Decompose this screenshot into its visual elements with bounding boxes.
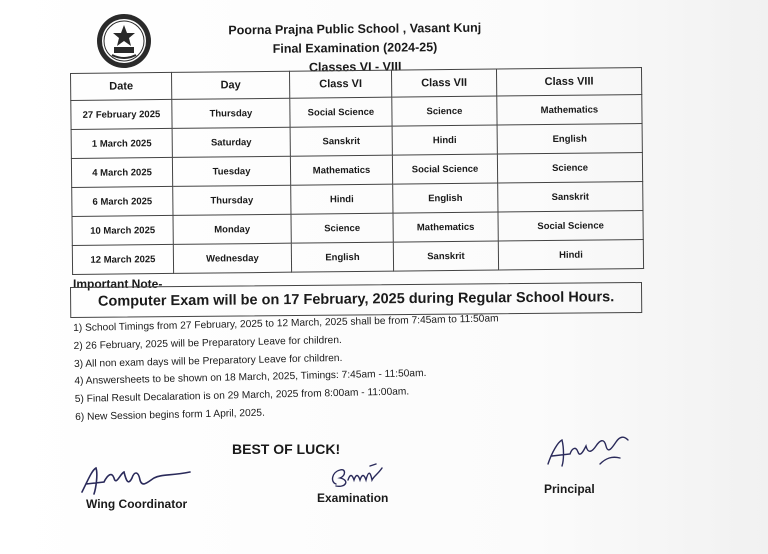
list-item: 4) Answersheets to be shown on 18 March, 2025, Timings: 7:45am - 11:50am.: [74, 368, 427, 388]
school-logo: [96, 13, 152, 69]
date-cell: 4 March 2025: [71, 157, 172, 187]
date-cell: 10 March 2025: [72, 215, 173, 245]
principal-signature: [542, 428, 634, 476]
column-header-date: Date: [71, 72, 172, 100]
class-vi-cell: Science: [291, 213, 393, 243]
class-vii-cell: Social Science: [392, 154, 497, 184]
closing-message: BEST OF LUCK!: [232, 441, 341, 457]
day-cell: Wednesday: [173, 243, 291, 273]
class-vii-cell: Sanskrit: [393, 241, 498, 271]
class-vi-cell: Hindi: [291, 184, 393, 214]
day-cell: Thursday: [172, 98, 290, 128]
wing-coordinator-label: Wing Coordinator: [86, 497, 188, 511]
column-header-class-vii: Class VII: [391, 69, 496, 97]
class-viii-cell: Hindi: [498, 240, 643, 271]
exam-title: Final Examination (2024-25): [272, 40, 438, 56]
day-cell: Saturday: [172, 127, 290, 157]
list-item: 3) All non exam days will be Preparatory Leave for children.: [73, 352, 343, 370]
wing-coordinator-signature: [78, 460, 198, 502]
date-cell: 27 February 2025: [71, 99, 172, 129]
table-row: [72, 240, 643, 275]
principal-label: Principal: [544, 482, 595, 496]
class-viii-cell: Sanskrit: [498, 182, 643, 213]
examination-signature: [326, 458, 392, 490]
class-vi-cell: English: [291, 242, 393, 272]
list-item: 1) School Timings from 27 February, 2025 to 12 March, 2025 shall be from 7:45am to 11:50am: [73, 313, 499, 334]
list-item: 6) New Session begins form 1 April, 2025.: [75, 407, 265, 423]
class-viii-cell: English: [497, 124, 642, 155]
column-header-class-vi: Class VI: [289, 70, 391, 98]
list-item: 5) Final Result Decalaration is on 29 March, 2025 from 8:00am - 11:00am.: [74, 386, 410, 406]
day-cell: Monday: [173, 214, 291, 244]
exam-schedule-table: [70, 67, 644, 275]
class-vii-cell: Science: [392, 96, 497, 126]
class-vii-cell: Hindi: [392, 125, 497, 155]
date-cell: 6 March 2025: [72, 186, 173, 216]
class-vi-cell: Social Science: [290, 97, 392, 127]
column-header-class-viii: Class VIII: [496, 68, 641, 97]
class-vii-cell: English: [393, 183, 498, 213]
class-viii-cell: Science: [497, 153, 642, 184]
computer-exam-notice: Computer Exam will be on 17 February, 2025 during Regular School Hours.: [70, 282, 642, 318]
date-cell: 1 March 2025: [71, 128, 172, 158]
classes-title: Classes VI - VIII: [308, 59, 402, 75]
day-cell: Thursday: [173, 185, 291, 215]
notes-list: [73, 307, 635, 426]
class-viii-cell: Mathematics: [497, 95, 642, 126]
class-viii-cell: Social Science: [498, 211, 643, 242]
school-name: Poorna Prajna Public School , Vasant Kunj: [228, 20, 482, 38]
list-item: 2) 26 February, 2025 will be Preparatory Leave for children.: [73, 334, 342, 352]
examination-label: Examination: [317, 491, 389, 505]
date-cell: 12 March 2025: [72, 244, 173, 274]
class-vii-cell: Mathematics: [393, 212, 498, 242]
important-note-title: Important Note-: [73, 277, 163, 291]
class-vi-cell: Sanskrit: [290, 126, 392, 156]
day-cell: Tuesday: [172, 156, 290, 186]
column-header-day: Day: [171, 71, 289, 99]
class-vi-cell: Mathematics: [290, 155, 392, 185]
